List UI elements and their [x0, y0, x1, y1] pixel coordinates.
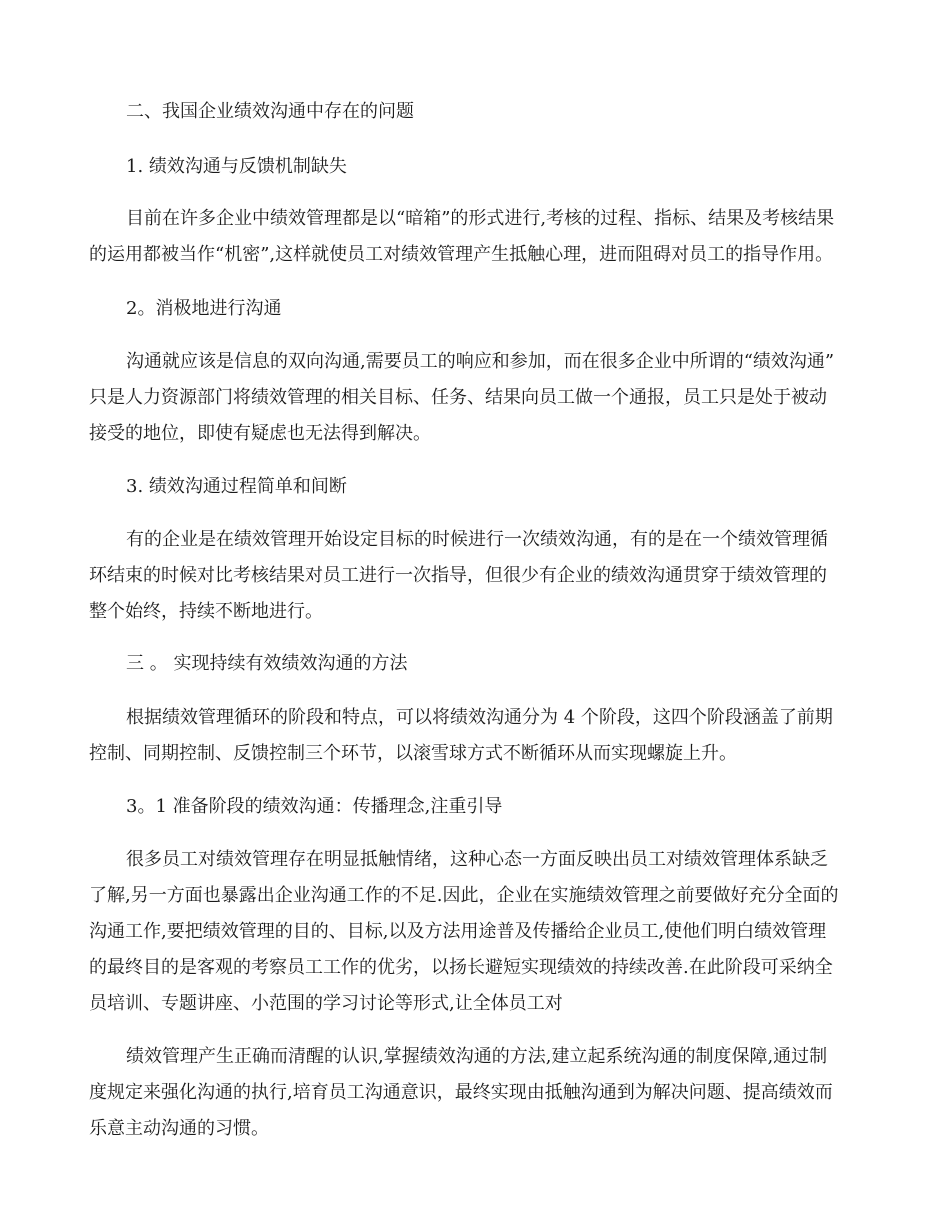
section-heading-3: 三 。 实现持续有效绩效沟通的方法: [126, 653, 408, 674]
section-heading-2: 二、我国企业绩效沟通中存在的问题: [126, 101, 414, 122]
paragraph-line: 乐意主动沟通的习惯。: [89, 1118, 269, 1139]
paragraph-line: 绩效管理产生正确而清醒的认识,掌握绩效沟通的方法,建立起系统沟通的制度保障,通过制: [126, 1046, 828, 1067]
paragraph-line: 目前在许多企业中绩效管理都是以“暗箱”的形式进行,考核的过程、指标、结果及考核结果: [126, 208, 835, 229]
paragraph-line: 有的企业是在绩效管理开始设定目标的时候进行一次绩效沟通，有的是在一个绩效管理循: [126, 529, 828, 550]
subheading-2-1: 1. 绩效沟通与反馈机制缺失: [126, 156, 347, 177]
paragraph-line: 的运用都被当作“机密”,这样就使员工对绩效管理产生抵触心理，进而阻碍对员工的指导作用。: [89, 244, 834, 265]
paragraph-line: 控制、同期控制、反馈控制三个环节，以滚雪球方式不断循环从而实现螺旋上升。: [89, 743, 737, 764]
paragraph-line: 接受的地位，即使有疑虑也无法得到解决。: [89, 423, 431, 444]
paragraph-line: 很多员工对绩效管理存在明显抵触情绪，这种心态一方面反映出员工对绩效管理体系缺乏: [126, 849, 828, 870]
paragraph-line: 只是人力资源部门将绩效管理的相关目标、任务、结果向员工做一个通报，员工只是处于被动: [89, 387, 827, 408]
paragraph-line: 的最终目的是客观的考察员工工作的优劣，以扬长避短实现绩效的持续改善.在此阶段可采纳全: [89, 957, 833, 978]
paragraph-line: 沟通就应该是信息的双向沟通,需要员工的响应和参加，而在很多企业中所谓的“绩效沟通”: [126, 351, 835, 372]
subheading-3-1: 3。1 准备阶段的绩效沟通：传播理念,注重引导: [126, 796, 503, 817]
paragraph-line: 沟通工作,要把绩效管理的目的、目标,以及方法用途普及传播给企业员工,使他们明白绩效管理: [89, 921, 827, 942]
paragraph-line: 度规定来强化沟通的执行,培育员工沟通意识，最终实现由抵触沟通到为解决问题、提高绩效而: [89, 1082, 833, 1103]
paragraph-line: 了解,另一方面也暴露出企业沟通工作的不足.因此，企业在实施绩效管理之前要做好充分全面的: [89, 885, 839, 906]
paragraph-line: 员培训、专题讲座、小范围的学习讨论等形式,让全体员工对: [89, 993, 563, 1014]
subheading-2-3: 3. 绩效沟通过程简单和间断: [126, 476, 347, 497]
paragraph-line: 环结束的时候对比考核结果对员工进行一次指导，但很少有企业的绩效沟通贯穿于绩效管理的: [89, 565, 827, 586]
paragraph-line: 整个始终，持续不断地进行。: [89, 601, 323, 622]
subheading-2-2: 2。消极地进行沟通: [126, 298, 282, 319]
paragraph-line: 根据绩效管理循环的阶段和特点，可以将绩效沟通分为 4 个阶段，这四个阶段涵盖了前期: [126, 707, 833, 728]
